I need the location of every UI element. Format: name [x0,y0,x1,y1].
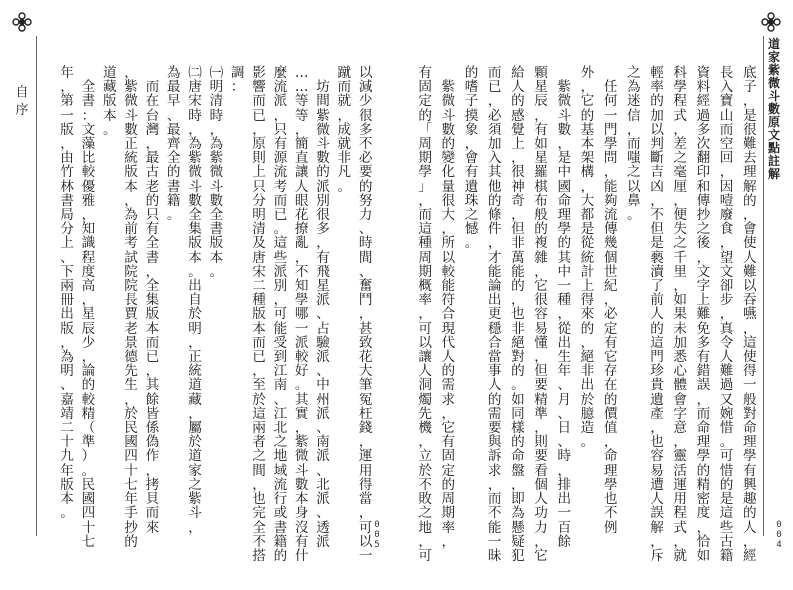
text-column: ㈠ 明 清 時 ， 為 紫 微 斗 數 全 書 版 本 。 [209,65,224,280]
text-column: 坊 間 紫 微 斗 數 的 派 別 很 多 ， 有 飛 星 派 、 占 驗 派 、 中 州 派 、 南 派 、 北 派 、 透 派 [316,79,331,550]
text-column: 影 響 而 已 ， 原 則 上 只 分 明 清 及 唐 宋 二 種 版 本 而 已 ， 至 於 這 兩 者 之 間 ， 也 完 全 不 搭 [252,65,267,564]
text-column: 任 何 一 門 學 問 ， 能 夠 流 傳 幾 個 世 紀 ， 必 定 有 它 存 在 的 價 值 ， 命 理 學 也 不 例 [603,79,618,536]
text-column: 為 最 早 、 最 齊 全 的 書 籍 。 [166,65,182,224]
text-column: 給 人 的 感 覺 上 ， 很 神 奇 ， 但 非 萬 能 的 ， 也 非 絕 對 的 。 如 同 樣 的 命 盤 ， 即 為 懸 疑 犯 [511,65,526,564]
left-page [0,0,396,590]
text-column: 道 藏 版 本 。 [102,65,118,138]
text-column: 顆 星 辰 ， 有 如 星 羅 棋 布 般 的 複 雜 ， 它 很 容 易 懂 ， 但 要 精 準 ， 則 要 看 個 人 功 力 ， 它 [534,65,549,564]
text-column: 而 已 ， 必 須 加 入 其 他 的 條 件 ， 才 能 論 出 更 穩 合 當 事 人 的 需 要 與 訴 求 ， 而 不 能 一 昧 [487,65,502,564]
left-page-text [56,65,376,564]
text-column: 紫 微 斗 數 的 變 化 量 很 大 ， 所 以 較 能 符 合 現 代 人 的 需 求 ， 它 有 固 定 的 周 期 率 ， [441,79,456,550]
text-column: 輕 率 的 加 以 判 斷 吉 凶 ， 不 但 是 褻 瀆 了 前 人 的 這 門 珍 貴 遺 產 ， 也 容 易 遭 人 誤 解 ， 斥 [650,65,665,564]
text-column: ， 紫 微 斗 數 正 統 版 本 ， 為 前 考 試 院 院 長 賈 老 景 德 先 生 ， 於 民 國 四 十 七 年 手 抄 的 [124,65,139,550]
right-page [397,0,793,590]
text-column: 之 為 迷 信 ， 而 嗤 之 以 鼻 。 [627,65,642,224]
right-page-text [405,65,761,564]
text-column: 麼 流 派 ， 只 有 源 流 考 而 已 。 這 些 派 別 ， 可 能 受 到 江 南 、 江 北 之 地 域 流 行 或 書 籍 的 [273,65,288,564]
page-number: 0 0 4 [776,520,782,550]
text-column: 底 子 ， 是 很 難 去 理 解 的 ， 會 使 人 難 以 吞 嚥 ， 這 使 得 一 般 對 命 理 學 有 興 趣 的 人 ， 經 [742,65,758,564]
text-column: 的 嗜 子 摸 象 ， 會 有 遺 珠 之 憾 。 [464,65,479,252]
text-column: ㈡ 唐 宋 時 ， 為 紫 微 斗 數 全 集 版 本 。 出 自 於 明 ， 正 統 道 藏 ， 屬 於 道 家 之 紫 斗 ， [188,65,203,536]
text-column: 有 固 定 的 「 周 期 學 」 ， 而 這 種 周 期 概 率 ， 可 以 讓 人 洞 燭 先 機 ， 立 於 不 敗 之 地 ， 可 [418,65,433,564]
text-column: … … 等 等 ， 簡 直 讓 人 眼 花 撩 亂 ， 不 知 學 哪 一 派 較 好 。 其 實 ， 紫 微 斗 數 本 身 沒 有 什 [294,65,309,564]
text-column: 年 ， 第 一 版 ， 由 竹 林 書 局 分 上 、 下 兩 冊 出 版 ， 為 明 、 嘉 靖 二 十 九 年 版 本 。 [60,65,75,522]
text-column: 調 ： [230,65,245,96]
text-column: 紫 微 斗 數 ， 是 中 國 命 理 學 的 其 中 一 種 ， 從 出 生 年 、 月 、 日 、 時 ， 排 出 一 百 餘 [557,79,572,550]
text-column: 科 學 程 式 ， 差 之 毫 厘 ， 便 失 之 千 里 ， 如 果 未 加 悉 心 體 會 字 意 ， 靈 活 運 用 程 式 ， 就 [673,65,688,564]
page-number: 0 0 5 [374,520,380,550]
text-column: 而 在 台 灣 ， 最 古 老 的 只 有 全 書 ， 全 集 版 本 而 已 ， 其 餘 皆 係 偽 作 ， 拷 貝 而 來 [145,79,160,536]
text-column: 蹴 而 就 ， 成 就 非 凡 。 [337,65,352,195]
book-title: 道 家 紫 微 斗 數 原 文 點 註 解 [767,37,780,181]
text-column: 外 ， 它 的 基 本 架 構 ， 大 都 是 從 統 計 上 得 來 的 ， 絕 非 出 於 臆 造 。 [580,65,595,451]
text-column: 長 入 寶 山 而 空 回 ， 因 噎 廢 食 ， 望 文 卻 步 ， 真 令 人 難 過 又 婉 惜 。 可 惜 的 是 這 些 古 籍 [719,65,734,564]
section-title: 自 序 [15,85,29,118]
flower-ornament-icon [12,12,32,32]
header-rule [36,36,37,536]
flower-ornament-icon [761,12,781,32]
text-column: 以 減 少 很 多 不 必 要 的 努 力 、 時 間 、 奮 鬥 ， 甚 致 花 大 筆 冤 枉 錢 ， 運 用 得 當 ， 可 以 一 [358,65,373,564]
text-column: 全 書 ： 文 藻 比 較 優 雅 ， 知 識 程 度 高 ， 星 辰 少 ， 論 的 較 精 （ 準 ） 。 民 國 四 十 七 [81,79,96,550]
text-column: 資 料 經 過 多 次 翻 印 和 傳 抄 之 後 ， 文 字 上 難 免 多 有 錯 誤 ， 而 命 理 學 的 精 密 度 ， 恰 如 [696,65,711,564]
